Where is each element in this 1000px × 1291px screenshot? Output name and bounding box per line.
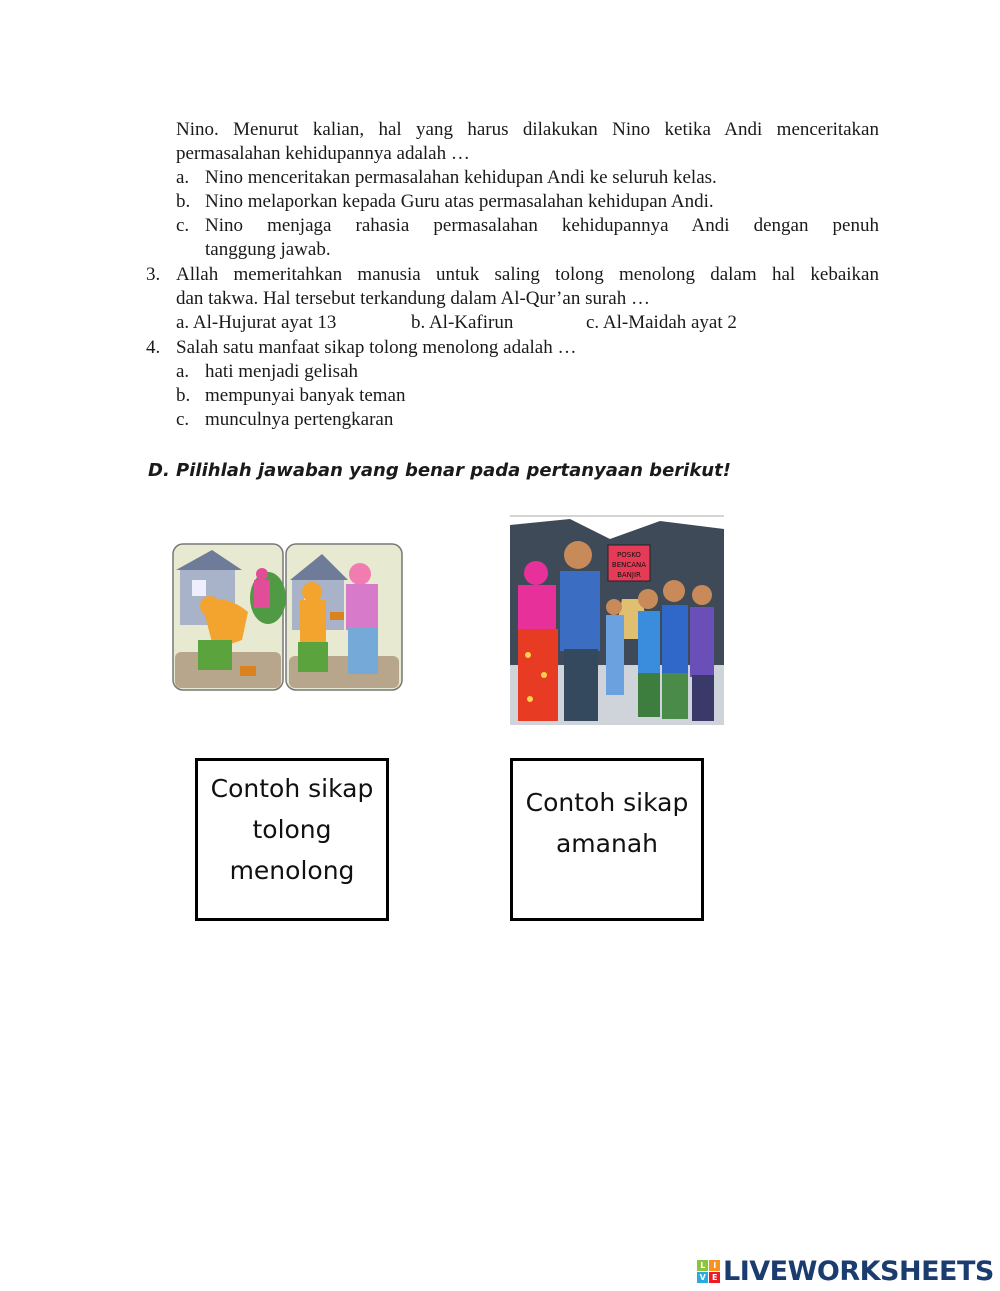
q4-option-c-letter: c. <box>176 409 190 430</box>
q4-option-c[interactable]: munculnya pertengkaran <box>205 409 394 430</box>
answer-box-label-2: Contoh sikap amanah <box>525 788 689 858</box>
logo-block-e: E <box>709 1272 720 1283</box>
liveworksheets-logo[interactable] <box>697 1256 994 1287</box>
q2-option-a-letter: a. <box>176 167 190 188</box>
q4-option-a-letter: a. <box>176 361 190 382</box>
q2-option-b[interactable]: Nino melaporkan kepada Guru atas permasalahan kehidupan Andi. <box>205 191 714 212</box>
logo-block-i: I <box>709 1260 720 1271</box>
q3-option-b[interactable]: b. Al-Kafirun <box>411 312 514 333</box>
q4-number: 4. <box>146 337 161 358</box>
answer-box-tolong-menolong[interactable] <box>195 758 389 921</box>
flood-sign-line1: POSKO <box>617 551 641 559</box>
logo-block-l: L <box>697 1260 708 1271</box>
helping-illustration[interactable] <box>172 540 404 692</box>
section-d-heading: D. Pilihlah jawaban yang benar pada pertanyaan berikut! <box>148 460 731 481</box>
q2-option-b-letter: b. <box>176 191 191 212</box>
logo-block-v: V <box>697 1272 708 1283</box>
q4-option-b-letter: b. <box>176 385 191 406</box>
q2-option-c[interactable]: Nino menjaga rahasia permasalahan kehidupannya Andi dengan penuh <box>205 215 879 236</box>
q3-number: 3. <box>146 264 161 285</box>
q2-text-line2: permasalahan kehidupannya adalah … <box>176 143 470 164</box>
q3-option-a[interactable]: a. Al-Hujurat ayat 13 <box>176 312 337 333</box>
flood-sign-line2: BENCANA <box>611 561 647 569</box>
q2-option-c-cont: tanggung jawab. <box>205 239 331 260</box>
flood-sign-line3: BANJIR <box>617 571 641 579</box>
q3-option-c[interactable]: c. Al-Maidah ayat 2 <box>586 312 737 333</box>
answer-box-label-1: Contoh sikap tolong menolong <box>210 774 374 885</box>
q4-text: Salah satu manfaat sikap tolong menolong adalah … <box>176 337 577 358</box>
q2-text-line1: Nino. Menurut kalian, hal yang harus dilakukan Nino ketika Andi menceritakan <box>176 119 879 140</box>
liveworksheets-logo-text: LIVEWORKSHEETS <box>723 1256 994 1287</box>
flood-relief-illustration[interactable] <box>510 515 724 725</box>
q4-option-b[interactable]: mempunyai banyak teman <box>205 385 406 406</box>
q4-option-a[interactable]: hati menjadi gelisah <box>205 361 359 382</box>
q3-text-line1: Allah memeritahkan manusia untuk saling tolong menolong dalam hal kebaikan <box>176 264 879 285</box>
answer-box-amanah[interactable] <box>510 758 704 921</box>
q2-option-a[interactable]: Nino menceritakan permasalahan kehidupan Andi ke seluruh kelas. <box>205 167 717 188</box>
liveworksheets-logo-icon <box>697 1260 720 1283</box>
q2-option-c-letter: c. <box>176 215 190 236</box>
q3-text-line2: dan takwa. Hal tersebut terkandung dalam Al-Qur’an surah … <box>176 288 650 309</box>
